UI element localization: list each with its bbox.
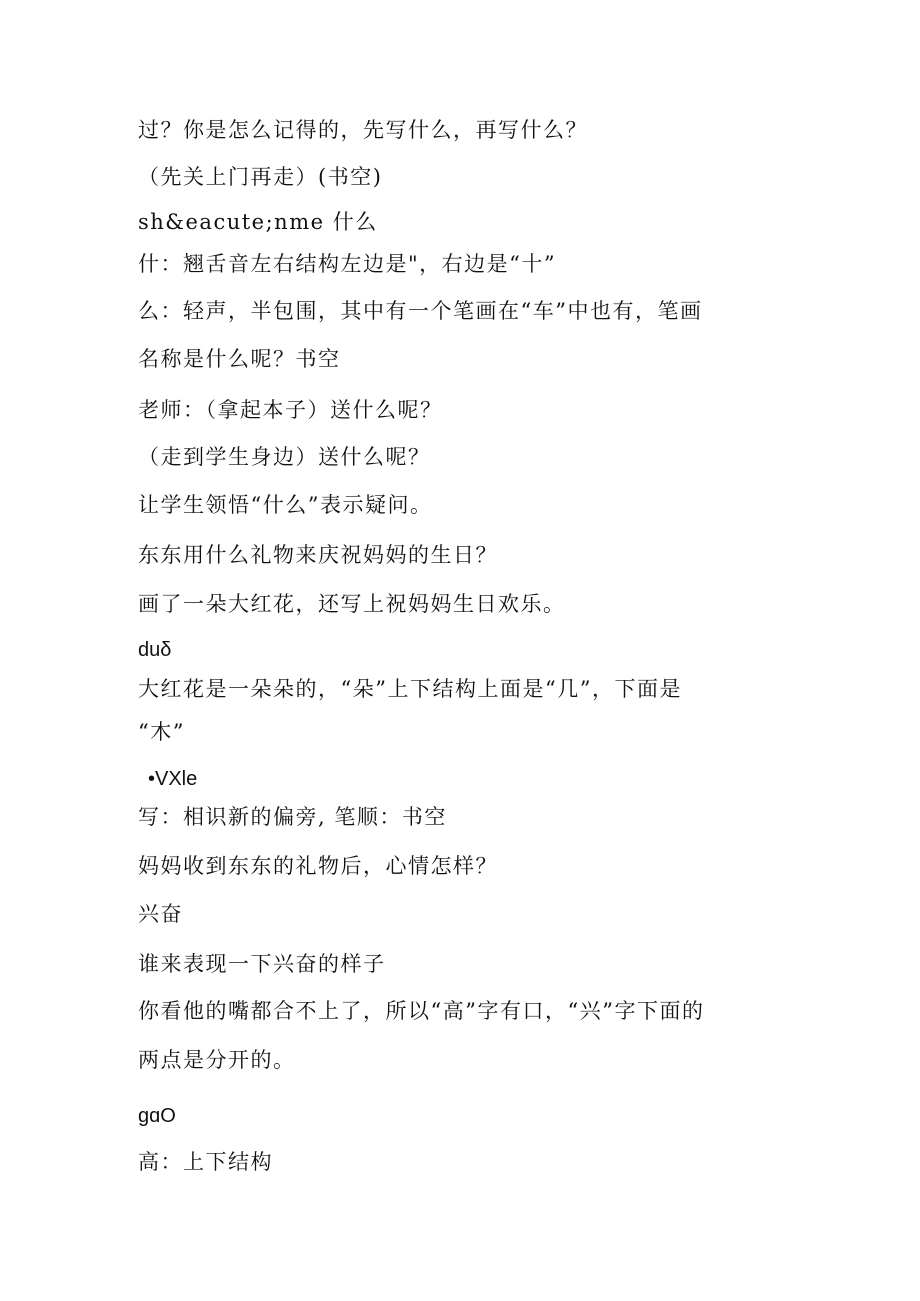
- text-line-18: 兴奋: [138, 902, 183, 926]
- text-line-2: （先关上门再走）(书空): [138, 165, 383, 189]
- text-line-16: 写：相识新的偏旁, 笔顺：书空: [138, 805, 447, 829]
- text-line-5: 么：轻声，半包围，其中有一个笔画在“车”中也有，笔画: [138, 299, 703, 323]
- text-line-15-pinyin: •VXle: [148, 768, 198, 790]
- text-line-12-pinyin: duδ: [138, 639, 172, 661]
- text-line-14: “木”: [138, 720, 185, 744]
- text-line-21: 两点是分开的。: [138, 1048, 296, 1072]
- text-line-23: 高：上下结构: [138, 1150, 273, 1174]
- text-line-20: 你看他的嘴都合不上了，所以“高”字有口，“兴”字下面的: [138, 999, 705, 1023]
- text-line-13: 大红花是一朵朵的，“朵”上下结构上面是“几”，下面是: [138, 677, 682, 701]
- text-line-22-pinyin: gɑO: [138, 1105, 176, 1127]
- text-line-10: 东东用什么礼物来庆祝妈妈的生日？: [138, 543, 498, 567]
- text-line-9: 让学生领悟“什么”表示疑问。: [138, 493, 433, 517]
- text-line-19: 谁来表现一下兴奋的样子: [138, 952, 386, 976]
- text-line-3-pinyin: sh&eacute;nme 什么: [138, 210, 378, 234]
- text-line-17: 妈妈收到东东的礼物后，心情怎样？: [138, 854, 498, 878]
- text-line-7: 老师：（拿起本子）送什么呢？: [138, 398, 443, 422]
- text-line-4: 什：翘舌音左右结构左边是"，右边是“十”: [138, 252, 557, 276]
- text-line-6: 名称是什么呢？书空: [138, 347, 341, 371]
- text-line-8: （走到学生身边）送什么呢？: [138, 445, 431, 469]
- text-line-1: 过？你是怎么记得的，先写什么，再写什么？: [138, 118, 588, 142]
- text-line-11: 画了一朵大红花，还写上祝妈妈生日欢乐。: [138, 592, 566, 616]
